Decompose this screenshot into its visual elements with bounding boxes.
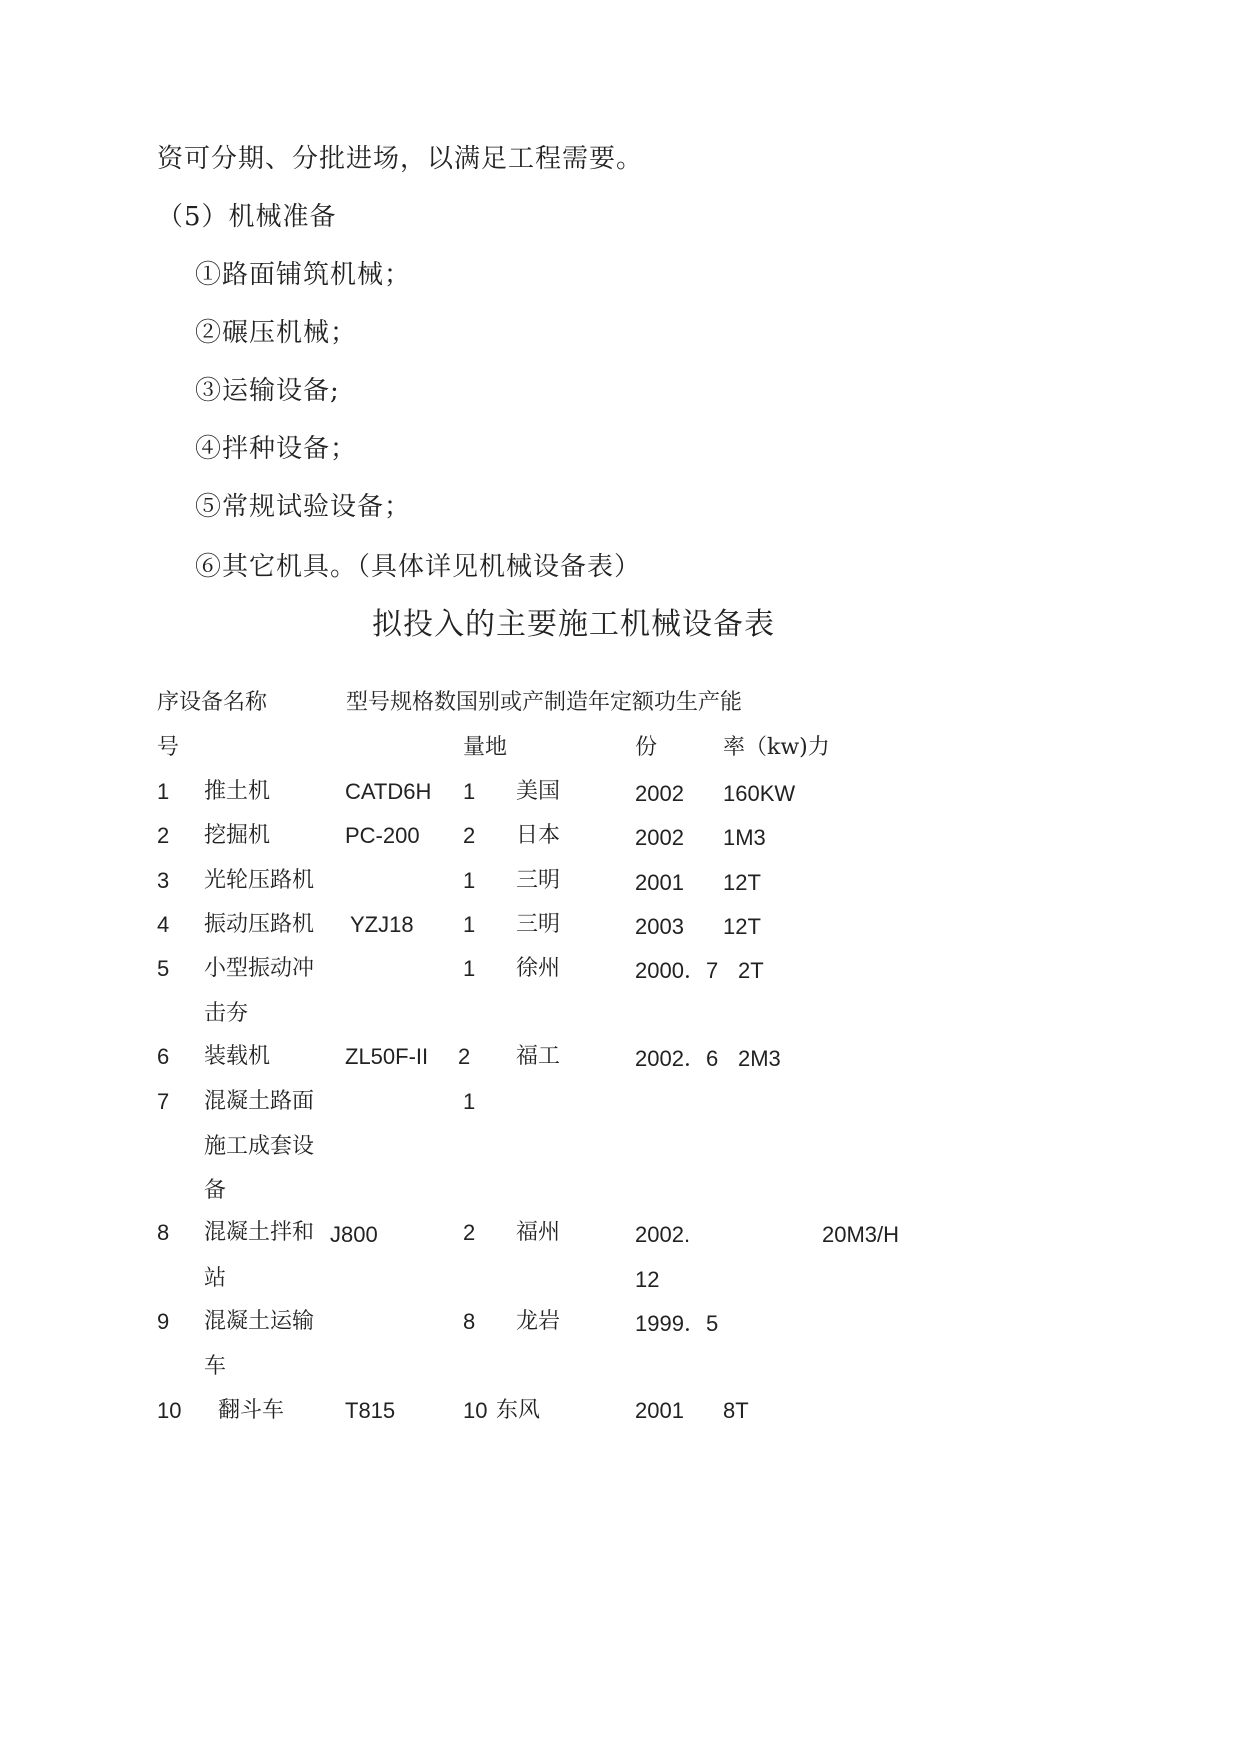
row-qty: 1 xyxy=(463,868,476,893)
header-specs: 型号规格数国别或产制造年定额功生产能 xyxy=(346,690,743,715)
row-qty: 1 xyxy=(463,1089,476,1114)
row-year: 2003 xyxy=(635,914,684,939)
header-power-cont: 率（kw)力 xyxy=(723,735,830,760)
row-qty: 2 xyxy=(463,1220,476,1245)
row-no: 4 xyxy=(157,912,170,937)
row-name-cont: 站 xyxy=(204,1266,227,1291)
list-item: ⑤常规试验设备； xyxy=(195,492,412,522)
row-power: 12T xyxy=(723,914,761,939)
list-item: ④拌种设备； xyxy=(195,434,358,464)
list-item: ①路面铺筑机械； xyxy=(195,260,412,290)
row-year: 1999．5 xyxy=(635,1311,719,1336)
row-model: T815 xyxy=(345,1398,396,1423)
row-year: 2002. xyxy=(635,1222,691,1247)
row-origin: 三明 xyxy=(516,912,561,937)
row-qty: 1 xyxy=(463,779,476,804)
row-name: 装载机 xyxy=(204,1044,271,1069)
header-no-cont: 号 xyxy=(157,735,180,760)
row-no: 10 xyxy=(157,1398,182,1423)
row-year: 2001 xyxy=(635,870,684,895)
row-name-cont: 备 xyxy=(204,1178,227,1203)
row-no: 1 xyxy=(157,779,170,804)
row-power: 12T xyxy=(723,870,761,895)
row-name: 光轮压路机 xyxy=(204,868,315,893)
row-origin: 东风 xyxy=(496,1398,541,1423)
paragraph-continuation: 资可分期、分批进场，以满足工程需要。 xyxy=(157,144,644,174)
row-name-cont: 车 xyxy=(204,1354,227,1379)
row-no: 2 xyxy=(157,823,170,848)
row-power: 160KW xyxy=(723,781,796,806)
row-model: ZL50F-II xyxy=(345,1044,429,1069)
header-no-name: 序设备名称 xyxy=(157,690,268,715)
row-capacity: 20M3/H xyxy=(822,1222,900,1247)
row-name: 翻斗车 xyxy=(218,1398,285,1423)
row-qty: 1 xyxy=(463,912,476,937)
row-no: 3 xyxy=(157,868,170,893)
row-power: 8T xyxy=(723,1398,749,1423)
row-no: 7 xyxy=(157,1089,170,1114)
row-origin: 美国 xyxy=(516,779,561,804)
row-year: 2000．7 xyxy=(635,958,719,983)
row-name: 振动压路机 xyxy=(204,912,315,937)
row-name-cont: 施工成套设 xyxy=(204,1134,315,1159)
list-item: ⑥其它机具。（具体详见机械设备表） xyxy=(195,552,642,582)
row-name: 混凝土运输 xyxy=(204,1309,315,1334)
row-year: 2002 xyxy=(635,825,684,850)
row-model: YZJ18 xyxy=(350,912,414,937)
row-model: PC-200 xyxy=(345,823,420,848)
row-origin: 福工 xyxy=(516,1044,561,1069)
row-year: 2002 xyxy=(635,781,684,806)
row-no: 8 xyxy=(157,1220,170,1245)
row-year: 2002．6 xyxy=(635,1046,719,1071)
header-qty-cont: 量地 xyxy=(463,735,508,760)
row-name: 混凝土拌和 xyxy=(204,1220,315,1245)
row-name: 推土机 xyxy=(204,779,271,804)
row-no: 6 xyxy=(157,1044,170,1069)
row-qty: 2 xyxy=(458,1044,471,1069)
row-no: 5 xyxy=(157,956,170,981)
section-heading: （5）机械准备 xyxy=(157,202,337,232)
row-power: 1M3 xyxy=(723,825,766,850)
row-name: 挖掘机 xyxy=(204,823,271,848)
table-title: 拟投入的主要施工机械设备表 xyxy=(372,607,775,642)
list-item: ③运输设备; xyxy=(195,376,340,406)
row-origin: 日本 xyxy=(516,823,561,848)
row-qty: 2 xyxy=(463,823,476,848)
row-year-cont: 12 xyxy=(635,1267,660,1292)
row-model: CATD6H xyxy=(345,779,432,804)
row-origin: 福州 xyxy=(516,1220,561,1245)
row-power: 2M3 xyxy=(738,1046,781,1071)
row-name: 小型振动冲 xyxy=(204,956,315,981)
row-qty: 1 xyxy=(463,956,476,981)
row-origin: 徐州 xyxy=(516,956,561,981)
row-origin: 龙岩 xyxy=(516,1309,561,1334)
row-year: 2001 xyxy=(635,1398,684,1423)
row-power: 2T xyxy=(738,958,764,983)
header-year-cont: 份 xyxy=(635,735,658,760)
row-model: J800 xyxy=(330,1222,378,1247)
row-name-cont: 击夯 xyxy=(204,1001,249,1026)
list-item: ②碾压机械； xyxy=(195,318,358,348)
row-qty: 8 xyxy=(463,1309,476,1334)
row-origin: 三明 xyxy=(516,868,561,893)
row-no: 9 xyxy=(157,1309,170,1334)
row-name: 混凝土路面 xyxy=(204,1089,315,1114)
row-qty: 10 xyxy=(463,1398,488,1423)
